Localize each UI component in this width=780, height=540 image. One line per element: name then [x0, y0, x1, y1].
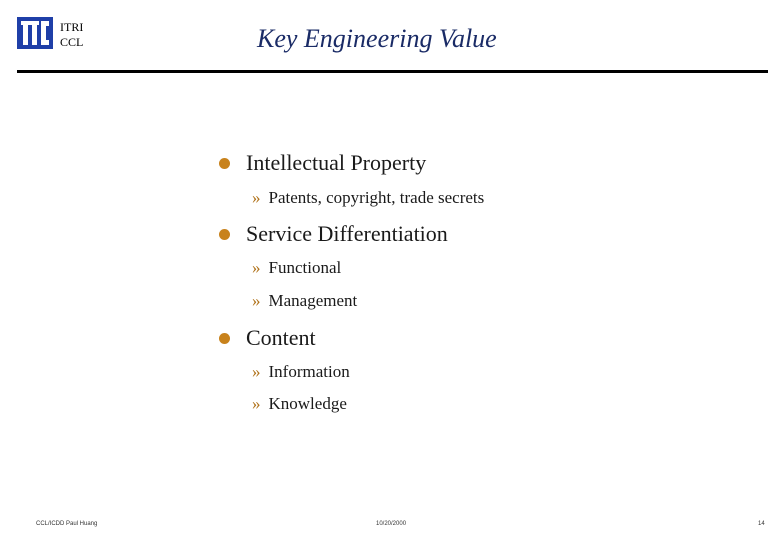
sub-bullet-item: [252, 258, 341, 278]
sub-bullet-label: Information: [268, 362, 350, 381]
sub-bullet-marker-icon: »: [252, 291, 261, 310]
footer-page-number: 14: [758, 521, 765, 527]
sub-bullet-item: [252, 394, 347, 414]
header-divider: [17, 70, 768, 73]
sub-bullet-label: Patents, copyright, trade secrets: [268, 188, 485, 207]
sub-bullet-label: Functional: [268, 258, 342, 277]
org-line-1: ITRI: [60, 20, 84, 34]
itri-logo-icon: [17, 17, 53, 49]
sub-bullet-item: [252, 291, 357, 311]
footer-date: 10/20/2000: [376, 521, 407, 527]
org-line-2: CCL: [60, 35, 84, 49]
bullet-dot-icon: [219, 333, 230, 344]
sub-bullet-marker-icon: »: [252, 362, 261, 381]
sub-bullet-marker-icon: »: [252, 188, 261, 207]
footer-author: CCL/ICDD Paul Huang: [36, 521, 98, 527]
bullet-dot-icon: [219, 158, 230, 169]
bullet-dot-icon: [219, 229, 230, 240]
sub-bullet-item: [252, 362, 350, 382]
bullet-item: Content: [246, 325, 316, 350]
sub-bullet-label: Management: [268, 291, 358, 310]
bullet-item: Intellectual Property: [246, 150, 427, 175]
sub-bullet-marker-icon: »: [252, 394, 261, 413]
org-label: [60, 20, 83, 50]
bullet-item: Service Differentiation: [246, 221, 448, 246]
sub-bullet-item: [252, 188, 484, 208]
sub-bullet-marker-icon: »: [252, 258, 261, 277]
slide-title: Key Engineering Value: [257, 24, 497, 53]
sub-bullet-label: Knowledge: [268, 394, 347, 413]
